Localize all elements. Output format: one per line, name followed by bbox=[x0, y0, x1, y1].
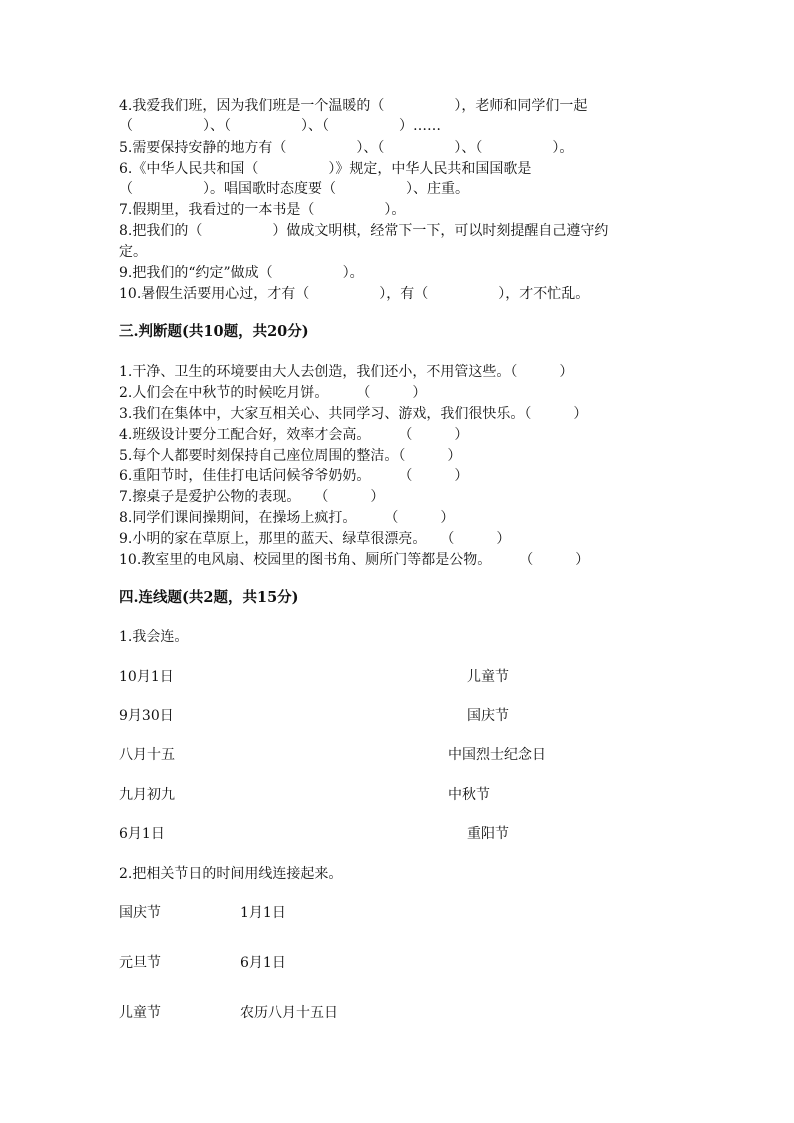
question-9: 9.把我们的“约定”做成（ ）。 bbox=[119, 265, 364, 281]
match-1-right-1: 儿童节 bbox=[467, 669, 509, 685]
question-6-line-2: （ ）。唱国歌时态度要（ ）、庄重。 bbox=[119, 181, 469, 197]
judge-item-10: 10.教室里的电风扇、校园里的图书角、厕所门等都是公物。 （ ） bbox=[119, 552, 590, 568]
match-2-right-2: 6月1日 bbox=[240, 955, 286, 971]
section-3-title: 三.判断题(共10题，共20分) bbox=[119, 323, 309, 340]
question-8-line-1: 8.把我们的（ ）做成文明棋，经常下一下，可以时刻提醒自己遵守约 bbox=[119, 223, 609, 239]
judge-item-3: 3.我们在集体中，大家互相关心、共同学习、游戏，我们很快乐。（ ） bbox=[119, 406, 588, 422]
match-1-left-2: 9月30日 bbox=[119, 708, 174, 724]
judge-item-5: 5.每个人都要时刻保持自己座位周围的整洁。（ ） bbox=[119, 448, 462, 464]
judge-item-4: 4.班级设计要分工配合好，效率才会高。 （ ） bbox=[119, 427, 469, 443]
question-4-line-2: （ ）、（ ）、（ ）…… bbox=[119, 118, 441, 134]
match-question-2-title: 2.把相关节日的时间用线连接起来。 bbox=[119, 866, 343, 882]
match-2-left-1: 国庆节 bbox=[119, 905, 161, 921]
match-1-left-1: 10月1日 bbox=[119, 669, 174, 685]
question-8-line-2: 定。 bbox=[119, 244, 147, 260]
section-4-title: 四.连线题(共2题，共15分) bbox=[119, 589, 299, 606]
judge-item-9: 9.小明的家在草原上，那里的蓝天、绿草很漂亮。 （ ） bbox=[119, 531, 511, 547]
match-1-right-2: 国庆节 bbox=[467, 708, 509, 724]
match-1-right-5: 重阳节 bbox=[467, 826, 509, 842]
question-4-line-1: 4.我爱我们班，因为我们班是一个温暖的（ ），老师和同学们一起 bbox=[119, 98, 588, 114]
match-2-left-2: 元旦节 bbox=[119, 955, 161, 971]
judge-item-6: 6.重阳节时，佳佳打电话问候爷爷奶奶。 （ ） bbox=[119, 468, 469, 484]
judge-item-2: 2.人们会在中秋节的时候吃月饼。 （ ） bbox=[119, 385, 427, 401]
match-1-left-5: 6月1日 bbox=[119, 826, 165, 842]
question-7: 7.假期里，我看过的一本书是（ ）。 bbox=[119, 202, 406, 218]
judge-item-7: 7.擦桌子是爱护公物的表现。 （ ） bbox=[119, 489, 385, 505]
match-2-right-3: 农历八月十五日 bbox=[240, 1005, 338, 1021]
judge-item-1: 1.干净、卫生的环境要由大人去创造，我们还小，不用管这些。（ ） bbox=[119, 364, 574, 380]
judge-item-8: 8.同学们课间操期间，在操场上疯打。 （ ） bbox=[119, 510, 455, 526]
question-10: 10.暑假生活要用心过，才有（ ），有（ ），才不忙乱。 bbox=[119, 286, 590, 302]
match-question-1-title: 1.我会连。 bbox=[119, 629, 189, 645]
match-1-right-3: 中国烈士纪念日 bbox=[448, 747, 546, 763]
question-6-line-1: 6.《中华人民共和国（ ）》规定，中华人民共和国国歌是 bbox=[119, 161, 532, 177]
match-2-right-1: 1月1日 bbox=[240, 905, 286, 921]
question-5: 5.需要保持安静的地方有（ ）、（ ）、（ ）。 bbox=[119, 140, 574, 156]
match-2-left-3: 儿童节 bbox=[119, 1005, 161, 1021]
match-1-left-4: 九月初九 bbox=[119, 787, 175, 803]
match-1-left-3: 八月十五 bbox=[119, 747, 175, 763]
match-1-right-4: 中秋节 bbox=[448, 787, 490, 803]
